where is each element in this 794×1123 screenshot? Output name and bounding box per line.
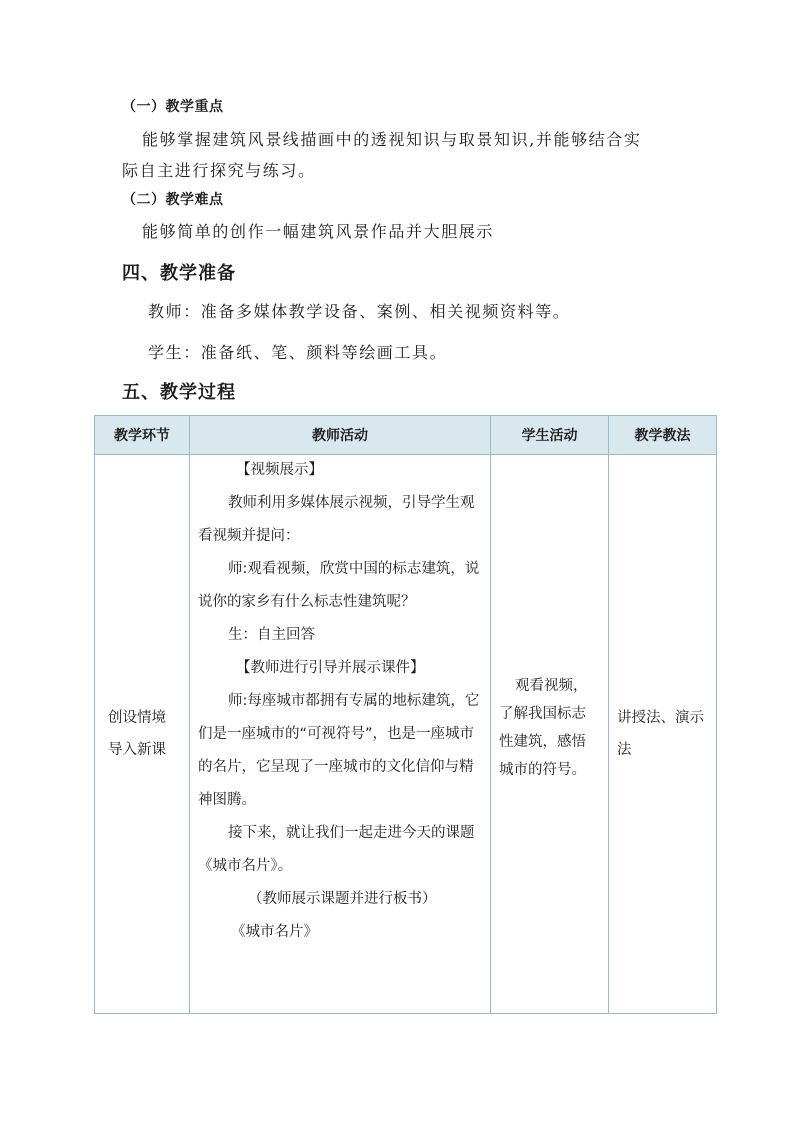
teacher-p5: 【教师进行引导并展示课件】: [236, 660, 425, 676]
stage-cell: [95, 455, 190, 1014]
header-teacher-activity: 教师活动: [190, 416, 491, 455]
teaching-difficulty-body: 能够简单的创作一幅建筑风景作品并大胆展示: [142, 222, 495, 241]
teacher-p8: （教师展示课题并进行板书）: [248, 891, 437, 907]
teacher-p9: 《城市名片》: [231, 924, 318, 940]
student-activity-text: 观看视频，了解我国标志性建筑，感悟城市的符号。: [499, 678, 588, 778]
teacher-p6: 师:每座城市都拥有专属的地标建筑，它们是一座城市的“可视符号”，也是一座城市的名片，它呈现了一座城市的文化信仰与精神图腾。: [198, 693, 480, 808]
teacher-p3: 师:观看视频，欣赏中国的标志建筑，说说你的家乡有什么标志性建筑呢？: [198, 561, 480, 610]
table-header-row: [95, 416, 717, 455]
teaching-difficulty-heading: （二）教学难点: [122, 192, 224, 208]
teaching-process-table: [94, 415, 717, 1014]
header-stage: 教学环节: [95, 416, 190, 455]
student-activity-cell: [491, 455, 609, 1014]
stage-line1: 创设情境: [108, 710, 166, 726]
teacher-activity-cell: [190, 455, 491, 1014]
teacher-p7: 接下来，就让我们一起走进今天的课题《城市名片》。: [198, 825, 475, 874]
table-row: [95, 455, 717, 1014]
teaching-method-text: 讲授法、演示法: [617, 710, 704, 758]
teaching-method-cell: [609, 455, 717, 1014]
header-student-activity: 学生活动: [491, 416, 609, 455]
teacher-p2: 教师利用多媒体展示视频，引导学生观看视频并提问：: [198, 495, 475, 544]
teacher-p4: 生：自主回答: [228, 627, 315, 643]
student-preparation: 学生：准备纸、笔、颜料等绘画工具。: [148, 343, 448, 362]
teaching-focus-heading: （一）教学重点: [122, 99, 224, 115]
teacher-preparation: 教师：准备多媒体教学设备、案例、相关视频资料等。: [148, 302, 571, 321]
teaching-focus-line2: 际自主进行探究与练习。: [122, 161, 316, 180]
stage-line2: 导入新课: [108, 742, 166, 758]
teaching-focus-line1: 能够掌握建筑风景线描画中的透视知识与取景知识,并能够结合实: [142, 130, 642, 149]
header-teaching-method: 教学教法: [609, 416, 717, 455]
teaching-preparation-heading: 四、教学准备: [122, 263, 236, 284]
teaching-process-heading: 五、教学过程: [122, 382, 236, 403]
teacher-p1: 【视频展示】: [236, 462, 323, 478]
